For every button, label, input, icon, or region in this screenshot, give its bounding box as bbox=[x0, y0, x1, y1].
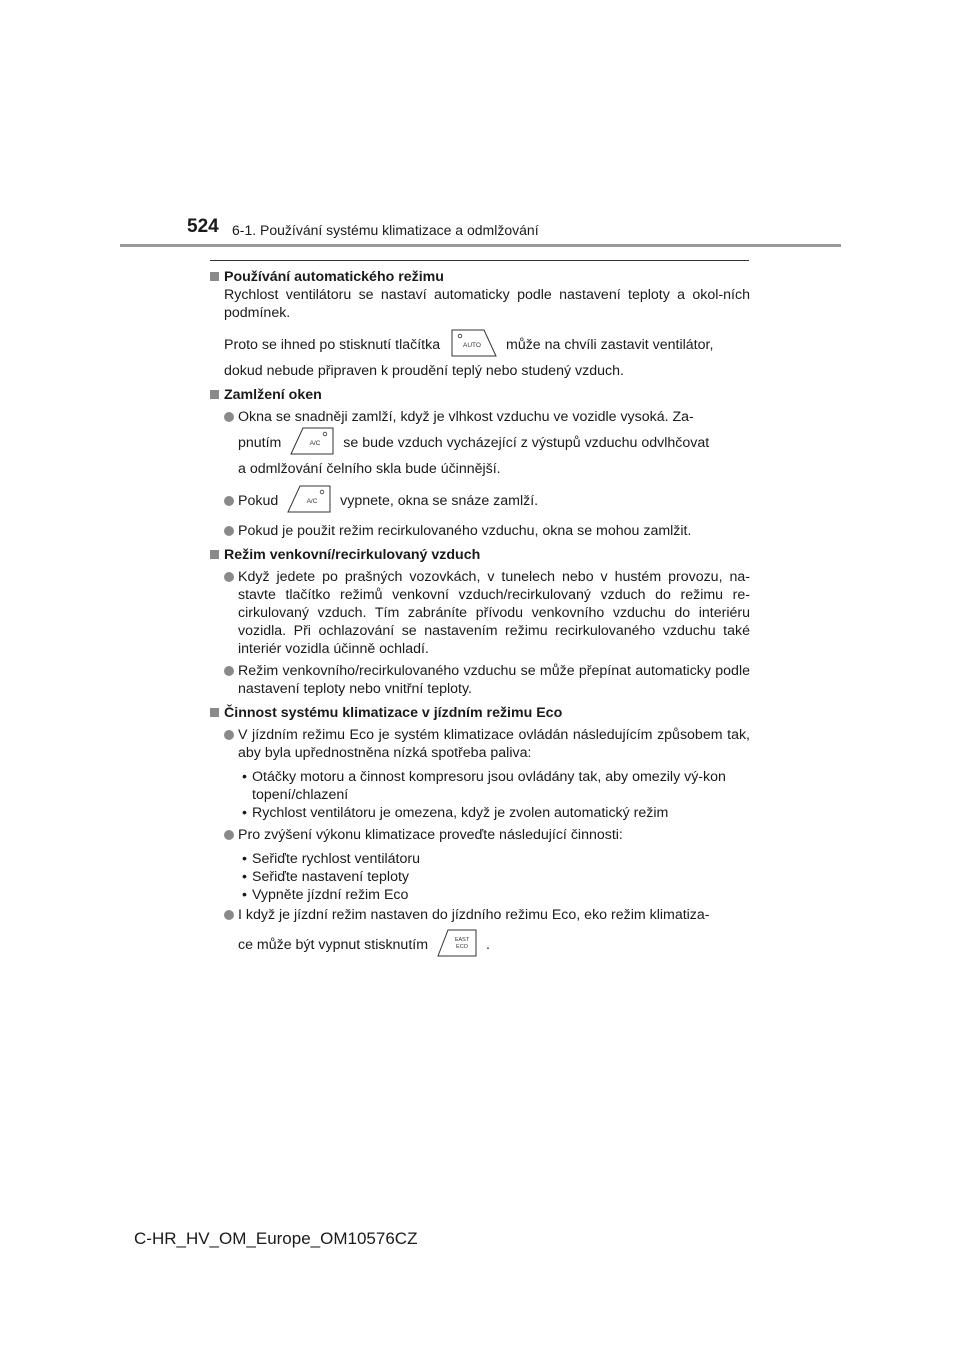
header-rule bbox=[120, 244, 841, 247]
heading-text: Režim venkovní/recirkulovaný vzduch bbox=[224, 547, 481, 563]
sub-list-item bbox=[238, 768, 750, 804]
text: Vypněte jízdní režim Eco bbox=[252, 887, 409, 903]
bullet-item bbox=[224, 408, 750, 478]
heading-text: Používání automatického režimu bbox=[224, 269, 444, 285]
text: vypnete, okna se snáze zamlží. bbox=[340, 493, 539, 509]
heading-fogging bbox=[210, 386, 750, 404]
text: a odmlžování čelního skla bude účinnější. bbox=[238, 461, 501, 477]
text: I když je jízdní režim nastaven do jízdního režimu Eco, eko režim klimatiza- bbox=[238, 907, 710, 923]
text: ce může být vypnut stisknutím bbox=[238, 937, 429, 953]
text: se bude vzduch vycházející z výstupů vzduchu odvlhčovat bbox=[343, 435, 710, 451]
heading-auto-mode bbox=[210, 268, 750, 286]
bullet-item bbox=[224, 484, 750, 518]
round-bullet-icon bbox=[224, 526, 234, 536]
square-bullet-icon bbox=[210, 708, 219, 717]
heading-eco-mode bbox=[210, 704, 750, 722]
round-bullet-icon bbox=[224, 496, 234, 506]
text: Režim venkovního/recirkulovaného vzduchu se může přepínat automaticky podle nastavení teploty nebo vnitřní teploty. bbox=[238, 663, 750, 697]
round-bullet-icon bbox=[224, 572, 234, 582]
paragraph: dokud nebude připraven k proudění teplý nebo studený vzduch. bbox=[224, 363, 624, 379]
dot-marker: • bbox=[242, 769, 247, 785]
round-bullet-icon bbox=[224, 666, 234, 676]
line-with-icon bbox=[238, 928, 750, 962]
svg-text:A/C: A/C bbox=[306, 498, 318, 506]
sub-list-item bbox=[238, 850, 750, 868]
text: Pokud bbox=[238, 493, 279, 509]
dot-marker: • bbox=[242, 805, 247, 821]
bullet-item bbox=[224, 826, 750, 844]
round-bullet-icon bbox=[224, 910, 234, 920]
text: V jízdním režimu Eco je systém klimatizace ovládán následujícím způsobem tak, aby byla upřednostněna nízká spotřeba paliva: bbox=[238, 727, 750, 761]
sub-list-item bbox=[238, 804, 750, 822]
text: Seřiďte rychlost ventilátoru bbox=[252, 851, 421, 867]
text: . bbox=[485, 937, 490, 953]
round-bullet-icon bbox=[224, 730, 234, 740]
text: Okna se snadněji zamlží, když je vlhkost vzduchu ve vozidle vysoká. Za- bbox=[238, 409, 694, 425]
content-rule bbox=[210, 260, 749, 261]
ac-button-icon bbox=[289, 426, 335, 456]
document-id: C-HR_HV_OM_Europe_OM10576CZ bbox=[134, 1229, 418, 1248]
text: Rychlost ventilátoru je omezena, když je zvolen automatický režim bbox=[252, 805, 669, 821]
page-number: 524 bbox=[187, 216, 219, 237]
bullet-item bbox=[224, 568, 750, 658]
sub-list-item bbox=[238, 868, 750, 886]
paragraph: Rychlost ventilátoru se nastaví automaticky podle nastavení teploty a okol-ních podmínek. bbox=[224, 287, 750, 321]
section-title: 6-1. Používání systému klimatizace a odmlžování bbox=[232, 222, 539, 238]
dot-marker: • bbox=[242, 869, 247, 885]
square-bullet-icon bbox=[210, 390, 219, 399]
svg-text:EAST: EAST bbox=[454, 937, 470, 944]
svg-text:AUTO: AUTO bbox=[463, 342, 482, 350]
auto-button-icon bbox=[448, 328, 498, 358]
sub-list-item bbox=[238, 886, 750, 904]
eco-button-icon bbox=[436, 928, 478, 958]
text: Pokud je použit režim recirkulovaného vzduchu, okna se mohou zamlžit. bbox=[238, 523, 692, 539]
text: Proto se ihned po stisknutí tlačítka bbox=[224, 337, 441, 353]
text: Když jedete po prašných vozovkách, v tunelech nebo v hustém provozu, na-stavte tlačítko režimů venkovní vzduch/recirkulovaný vzduch do režimu re-cirkulovaný vzduch. Tím zabráníte přívodu venkovního vzduchu do interiéru vozidla. Při ochlazování se nastavením režimu recirkulovaného vzduchu také interiér vozidla účinně ochladí. bbox=[238, 569, 750, 657]
dot-marker: • bbox=[242, 851, 247, 867]
heading-recirculation bbox=[210, 546, 750, 564]
dot-marker: • bbox=[242, 887, 247, 903]
line-with-icon bbox=[238, 426, 750, 460]
text: může na chvíli zastavit ventilátor, bbox=[506, 337, 714, 353]
text: pnutím bbox=[238, 435, 282, 451]
bullet-item bbox=[224, 906, 750, 962]
page-content bbox=[210, 266, 750, 962]
round-bullet-icon bbox=[224, 830, 234, 840]
heading-text: Zamlžení oken bbox=[224, 387, 322, 403]
round-bullet-icon bbox=[224, 412, 234, 422]
square-bullet-icon bbox=[210, 550, 219, 559]
svg-text:ECO: ECO bbox=[456, 944, 468, 951]
bullet-item bbox=[224, 522, 750, 540]
square-bullet-icon bbox=[210, 272, 219, 281]
text: Seřiďte nastavení teploty bbox=[252, 869, 409, 885]
paragraph-with-icon bbox=[224, 328, 750, 362]
bullet-item bbox=[224, 726, 750, 762]
bullet-item bbox=[224, 662, 750, 698]
text: Pro zvýšení výkonu klimatizace proveďte následující činnosti: bbox=[238, 827, 623, 843]
heading-text: Činnost systému klimatizace v jízdním režimu Eco bbox=[224, 705, 563, 721]
svg-text:A/C: A/C bbox=[309, 440, 321, 448]
text: Otáčky motoru a činnost kompresoru jsou ovládány tak, aby omezily vý-kon topení/chlazení bbox=[252, 769, 726, 803]
ac-button-icon bbox=[286, 484, 332, 514]
